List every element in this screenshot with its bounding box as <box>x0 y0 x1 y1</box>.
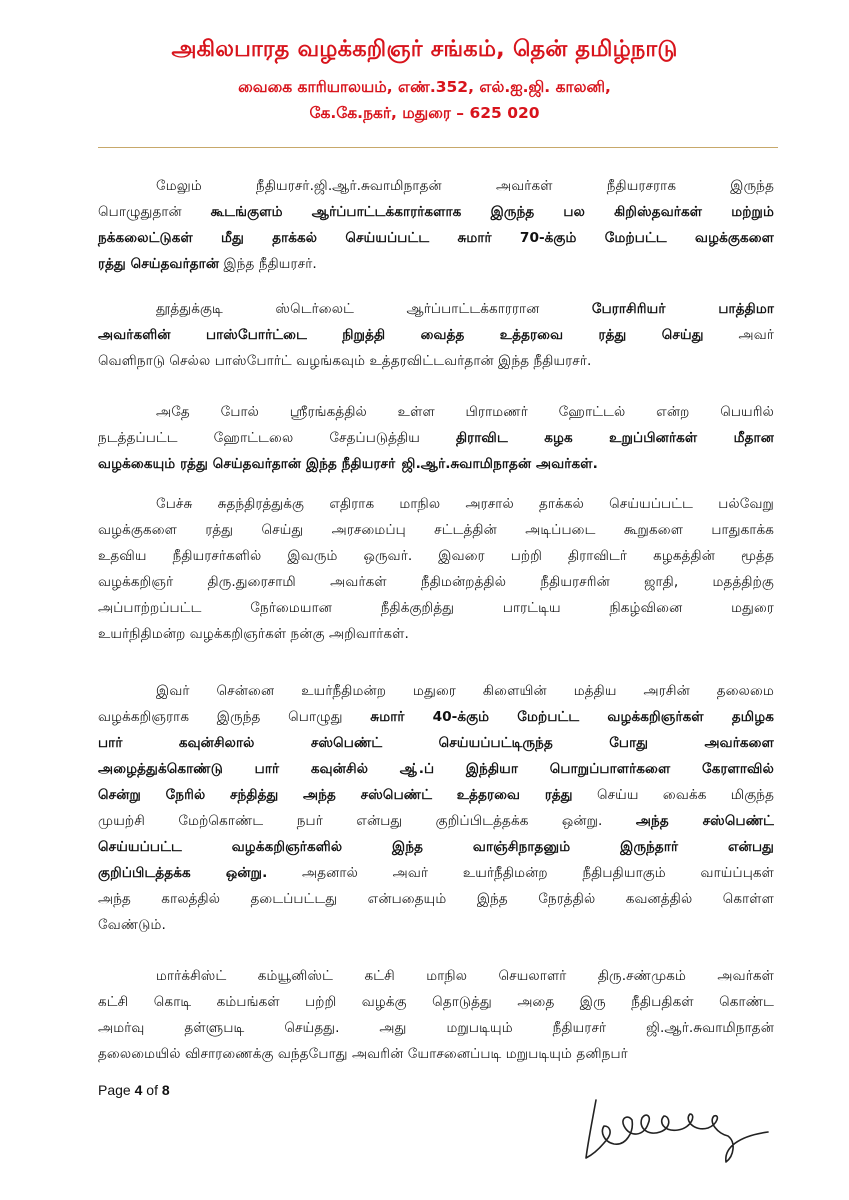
text-line <box>98 886 774 912</box>
text-run: வழக்குகளை ரத்து செய்து அரசமைப்பு சட்டத்தின் அடிப்படை கூறுகளை பாதுகாக்க <box>98 522 774 538</box>
bold-text-run: அழைத்துக்கொண்டு பார் கவுன்சில் ஆ்.ப் இந்தியா பொறுப்பாளர்களை கேரளாவில் <box>98 761 774 777</box>
bold-text-run: செய்யப்பட்ட வழக்கறிஞர்களில் இந்த வாஞ்சிநாதனும் இருந்தார் என்பது <box>98 839 774 855</box>
bold-text-run: அவர்களின் பாஸ்போர்ட்டை நிறுத்தி வைத்த உத்தரவை ரத்து செய்து <box>98 327 704 343</box>
text-line <box>98 834 774 860</box>
text-run: அமர்வு தள்ளுபடி செய்தது. அது மறுபடியும் நீதியரசர் ஜி.ஆர்.சுவாமிநாதன் <box>98 1020 774 1036</box>
text-line <box>98 491 774 517</box>
total-pages: 8 <box>161 1082 170 1098</box>
text-run: அதே போல் ஸ்ரீரங்கத்தில் உள்ள பிராமணர் ஹோட்டல் என்ற பெயரில் <box>156 404 774 420</box>
text-run: அதனால் அவர் உயர்நீதிமன்ற நீதிபதியாகும் வாய்ப்புகள் <box>267 865 774 881</box>
text-run: தலைமையில் விசாரணைக்கு வந்தபோது அவரின் யோசனைப்படி மறுபடியும் தனிநபர் <box>98 1046 628 1062</box>
text-run: அந்த காலத்தில் தடைப்பட்டது என்பதையும் இந்த நேரத்தில் கவனத்தில் கொள்ள <box>98 891 774 907</box>
text-line <box>98 1015 774 1041</box>
text-line <box>98 756 774 782</box>
text-line <box>98 860 774 886</box>
bold-text-run: வழக்கையும் ரத்து செய்தவர்தான் இந்த நீதியரசா் ஜி.ஆர்.சுவாமிநாதன் அவர்கள். <box>98 456 598 472</box>
text-run: பொழுதுதான் <box>98 204 211 220</box>
text-run: உயர்நிதிமன்ற வழக்கறிஞர்கள் நன்கு அறிவார்கள். <box>98 626 409 642</box>
text-run: செய்ய வைக்க மிகுந்த <box>572 787 774 803</box>
text-run: பேச்சு சுதந்திரத்துக்கு எதிராக மாநில அரசால் தாக்கல் செய்யப்பட்ட பல்வேறு <box>156 496 774 512</box>
text-line <box>98 704 774 730</box>
paragraph-1 <box>98 173 774 277</box>
page-of-label: of <box>146 1082 158 1098</box>
text-line <box>98 425 774 451</box>
text-line <box>98 225 774 251</box>
text-run: இந்த நீதியரசர். <box>219 256 317 272</box>
text-line <box>98 348 774 374</box>
header-divider <box>98 147 778 148</box>
text-line <box>98 782 774 808</box>
text-line <box>98 730 774 756</box>
text-run: மார்க்சிஸ்ட் கம்யூனிஸ்ட் கட்சி மாநில செயலாளர் திரு.சண்முகம் அவர்கள் <box>156 968 774 984</box>
letterhead-address-line-2: கே.கே.நகர், மதுரை – 625 020 <box>309 104 540 122</box>
text-run: தூத்துக்குடி ஸ்டெர்லைட் ஆர்ப்பாட்டக்காரரான <box>156 301 592 317</box>
text-run: உதவிய நீதியரசர்களில் இவரும் ஒருவர். இவரை பற்றி திராவிடர் கழகத்தின் மூத்த <box>98 548 774 564</box>
paragraph-6 <box>98 963 774 1067</box>
bold-text-run: பேராசிரியர் பாத்திமா <box>591 301 774 317</box>
bold-text-run: கூடங்குளம் ஆர்ப்பாட்டக்காரர்களாக இருந்த பல கிறிஸ்தவர்கள் மற்றும் <box>210 204 774 220</box>
text-line <box>98 173 774 199</box>
bold-text-run: நக்கலைட்டுகள் மீது தாக்கல் செய்யப்பட்ட சுமார் 70-க்கும் மேற்பட்ட வழக்குகளை <box>98 230 774 246</box>
letterhead-address-line-1: வைகை காரியாலயம், எண்.352, எல்.ஐ.ஜி. காலனி, <box>238 78 611 96</box>
paragraph-5 <box>98 678 774 938</box>
paragraph-4 <box>98 491 774 647</box>
text-line <box>98 451 774 477</box>
page-number: 4 <box>134 1082 143 1098</box>
text-line <box>98 912 774 938</box>
bold-text-run: பார் கவுன்சிலால் சஸ்பெண்ட் செய்யப்பட்டிருந்த போது அவர்களை <box>98 735 774 751</box>
text-run: அவர் <box>703 327 774 343</box>
text-line <box>98 199 774 225</box>
text-run: மேலும் நீதியரசர்.ஜி.ஆர்.சுவாமிநாதன் அவர்கள் நீதியரசராக இருந்த <box>156 178 774 194</box>
text-line <box>98 1041 774 1067</box>
text-run: முயற்சி மேற்கொண்ட நபர் என்பது குறிப்பிடத்தக்க ஒன்று. <box>98 813 636 829</box>
handwritten-signature <box>568 1092 778 1170</box>
text-run: வழக்கறிஞர் திரு.துரைசாமி அவர்கள் நீதிமன்றத்தில் நீதியரசரின் ஜாதி, மதத்திற்கு <box>98 574 774 590</box>
text-line <box>98 569 774 595</box>
text-line <box>98 543 774 569</box>
text-line <box>98 808 774 834</box>
text-run: நடத்தப்பட்ட ஹோட்டலை சேதப்படுத்திய <box>98 430 456 446</box>
letterhead-title: அகிலபாரத வழக்கறிஞர் சங்கம், தென் தமிழ்நாடு <box>171 36 678 62</box>
text-line <box>98 595 774 621</box>
bold-text-run: அந்த சஸ்பெண்ட் <box>635 813 775 829</box>
text-line <box>98 251 774 277</box>
page-label: Page <box>98 1082 131 1098</box>
page-footer <box>98 1082 170 1098</box>
text-line <box>98 296 774 322</box>
text-line <box>98 621 774 647</box>
text-run: இவர் சென்னை உயர்நீதிமன்ற மதுரை கிளையின் மத்திய அரசின் தலைமை <box>156 683 774 699</box>
bold-text-run: சென்று நேரில் சந்தித்து அந்த சஸ்பெண்ட் உத்தரவை ரத்து <box>98 787 573 803</box>
text-line <box>98 963 774 989</box>
bold-text-run: ரத்து செய்தவர்தான் <box>98 256 220 272</box>
bold-text-run: குறிப்பிடத்தக்க ஒன்று. <box>98 865 268 881</box>
bold-text-run: சுமார் 40-க்கும் மேற்பட்ட வழக்கறிஞர்கள் தமிழக <box>370 709 774 725</box>
paragraph-2 <box>98 296 774 374</box>
text-run: அப்பாற்றப்பட்ட நேர்மையான நீதிக்குறித்து பாரட்டிய நிகழ்வினை மதுரை <box>98 600 774 616</box>
bold-text-run: திராவிட கழக உறுப்பினர்கள் மீதான <box>455 430 774 446</box>
text-line <box>98 517 774 543</box>
text-line <box>98 989 774 1015</box>
text-line <box>98 399 774 425</box>
text-run: வெளிநாடு செல்ல பாஸ்போர்ட் வழங்கவும் உத்தரவிட்டவர்தான் இந்த நீதியரசர். <box>98 353 592 369</box>
text-run: கட்சி கொடி கம்பங்கள் பற்றி வழக்கு தொடுத்து அதை இரு நீதிபதிகள் கொண்ட <box>98 994 774 1010</box>
text-run: வேண்டும். <box>98 917 166 933</box>
text-run: வழக்கறிஞராக இருந்த பொழுது <box>98 709 371 725</box>
text-line <box>98 322 774 348</box>
paragraph-3 <box>98 399 774 477</box>
text-line <box>98 678 774 704</box>
